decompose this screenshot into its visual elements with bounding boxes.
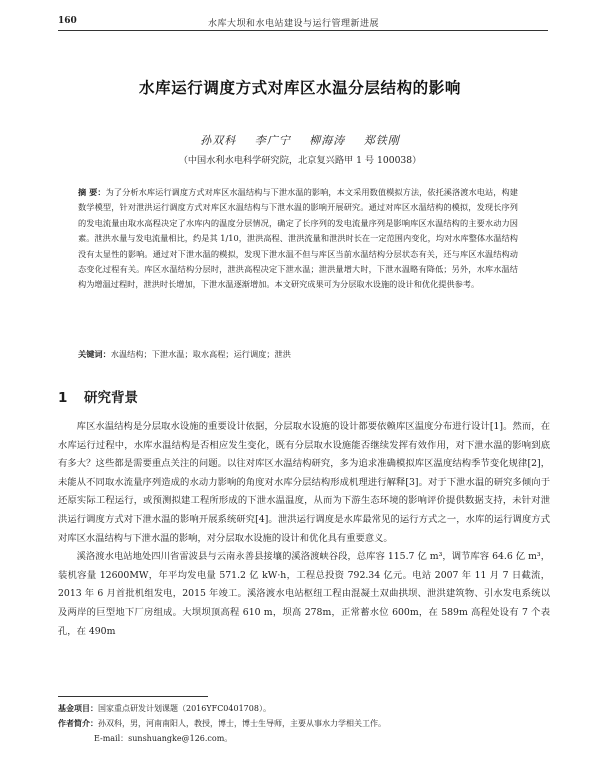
author-list: 孙双科 李广宁 柳海涛 郑铁刚 bbox=[200, 134, 400, 147]
section-number: 1 bbox=[58, 390, 68, 406]
fund-label: 基金项目： bbox=[58, 704, 98, 713]
abstract bbox=[78, 185, 518, 293]
paper-title: 水库运行调度方式对库区水温分层结构的影响 bbox=[138, 79, 461, 97]
footnotes bbox=[58, 701, 550, 746]
author-bio-text: 孙双科，男，河南南阳人，教授，博士，博士生导师，主要从事水力学相关工作。 bbox=[98, 719, 386, 728]
section-title: 研究背景 bbox=[84, 390, 138, 406]
author-email: E-mail：sunshuangke@126.com。 bbox=[94, 734, 233, 743]
section-heading bbox=[58, 386, 138, 406]
running-header bbox=[58, 14, 548, 31]
journal-title: 水库大坝和水电站建设与运行管理新进展 bbox=[208, 19, 380, 29]
abstract-label: 摘 要： bbox=[78, 187, 106, 197]
keywords-label: 关键词： bbox=[78, 349, 111, 359]
paragraph: 溪洛渡水电站地处四川省雷波县与云南永善县接壤的溪洛渡峡谷段，总库容 115.7 亿 m³，调节库容 64.6 亿 m³，装机容量 12600MW，年平均发电量 571.2 亿 kW·h，工程总投资 792.34 亿元。电站 2007 年 11 月 7 日截流，2013 年 6 月首批机组发电，2015 年竣工。溪洛渡水电站枢纽工程由混凝土双曲拱坝、泄洪建筑物、引水发电系统以及两岸的巨型地下厂房组成。大坝坝顶高程 610 m，坝高 278m，正常蓄水位 600m，在 589m 高程处设有 7 个表孔，在 490m bbox=[58, 551, 550, 637]
author-bio-label: 作者简介： bbox=[58, 719, 98, 728]
body-text bbox=[58, 418, 550, 641]
fund-text: 国家重点研发计划课题（2016YFC0401708）。 bbox=[98, 704, 271, 713]
page-number: 160 bbox=[58, 16, 77, 26]
keywords bbox=[78, 349, 518, 360]
abstract-text: 为了分析水库运行调度方式对库区水温结构与下泄水温的影响，本文采用数值模拟方法，依托溪洛渡水电站，构建数学模型，针对泄洪运行调度方式对库区水温结构与下泄水温的影响开展研究。通过对库区水温结构的模拟，发现长序列的发电流量由取水高程决定了水库内的温度分层情况，确定了长序列的发电流量序列是影响库区水温结构的主要水动力因素。泄洪水量与发电流量相比，约是其 1/10，泄洪高程、泄洪流量和泄洪时长在一定范围内变化，均对水库整体水温结构没有太显性的影响。通过对下泄水温的模拟，发现下泄水温不但与库区当前水温结构分层状态有关，还与库区水温结构动态变化过程有关。库区水温结构分层时，泄洪高程决定下泄水温；泄洪量增大时，下泄水温略有降低；另外，水库水温结构为增温过程时，泄洪时长增加，下泄水温逐渐增加。本文研究成果可为分层取水设施的设计和优化提供参考。 bbox=[78, 187, 518, 290]
keywords-text: 水温结构；下泄水温；取水高程；运行调度；泄洪 bbox=[110, 349, 291, 359]
affiliation: （中国水利水电科学研究院，北京复兴路甲 1 号 100038） bbox=[178, 155, 422, 166]
paragraph: 库区水温结构是分层取水设施的重要设计依据，分层取水设施的设计都要依赖库区温度分布进行设计[1]。然而，在水库运行过程中，水库水温结构是否相应发生变化，既有分层取水设施能否继续发挥有效作用，对下泄水温的影响到底有多大？这些都是需要重点关注的问题。以往对库区水温结构研究，多为追求准确模拟库区温度结构季节变化规律[2]，未能从不同取水流量序列造成的水动力影响的角度对水库分层结构形成机理进行解释[3]。对于下泄水温的研究多倾向于还原实际工程运行，或预测拟建工程所形成的下泄水温温度，从而为下游生态环境的影响评价提供数据支持，未针对泄洪运行调度方式对下泄水温的影响开展系统研究[4]。泄洪运行调度是水库最常见的运行方式之一，水库的运行调度方式对库区水温结构与下泄水温的影响，对分层取水设施的设计和优化具有重要意义。 bbox=[58, 421, 550, 544]
fund-note bbox=[58, 701, 550, 716]
author-note bbox=[58, 716, 550, 731]
footnote-divider bbox=[58, 696, 208, 697]
